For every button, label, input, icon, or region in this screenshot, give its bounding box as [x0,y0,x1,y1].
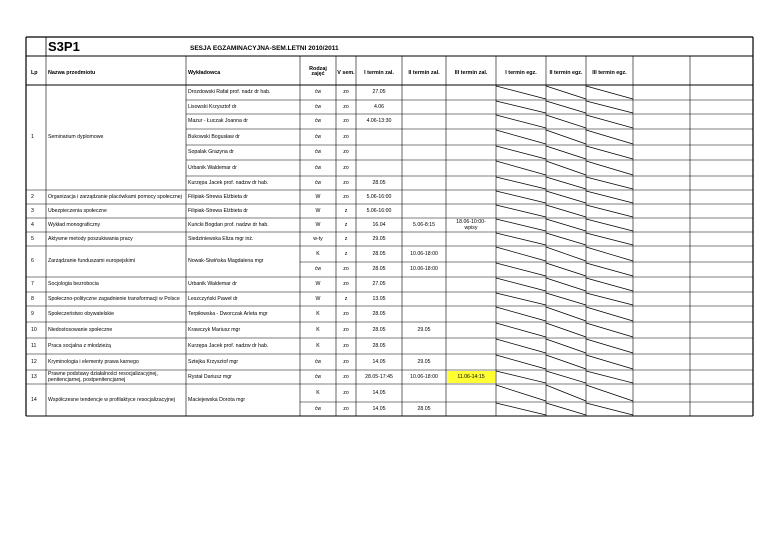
strike-line [496,146,546,159]
strike-line [586,101,633,113]
cell-sem: zo [343,326,349,333]
subject-lp: 7 [31,281,34,287]
subject-lp: 14 [31,396,37,403]
strike-line [496,263,546,276]
strike-line [496,130,546,144]
cell-type: ćw [314,89,322,95]
lecturer-name: Filipiak-Strewa Elżbieta dr [188,193,248,200]
strike-line [546,323,586,337]
strike-line [496,355,546,369]
cell-zal1: 4.06-13:30 [366,118,392,124]
strike-line [546,146,586,159]
cell-zal1: 13.05 [372,295,386,302]
subject-name: Aktywne metody poszukiwania pracy [48,235,133,242]
strike-line [586,146,633,159]
cell-zal1: 28.05 [372,326,386,333]
cell-sem: z [344,250,348,257]
header-egz3: III termin egz. [592,70,627,76]
strike-line [546,355,586,369]
cell-zal1: 5.06-16:00 [366,193,392,200]
subject-lp: 2 [31,193,34,200]
cell-type: ćw [314,266,322,272]
cell-type: ćw [314,149,322,155]
cell-type: W [315,207,321,214]
lecturer-name: Siedziniewska Eliza mgr inż. [188,235,254,242]
subject-name: Praca socjalna z młodzieżą [48,342,111,349]
cell-sem: zo [343,281,349,287]
cell-sem: zo [343,164,349,171]
header-egz1: I termin egz. [505,70,537,76]
cell-zal2: 29.05 [417,358,431,365]
strike-line [586,130,633,144]
cell-sem: zo [343,103,349,110]
lecturer-name: Sopalak Grazyna dr [188,149,234,155]
subject-lp: 3 [31,207,34,214]
cell-zal1: 27.05 [372,281,386,287]
strike-line [496,86,546,99]
cell-sem: z [344,221,348,228]
strike-line [546,247,586,261]
strike-line [586,205,633,217]
strike-line [586,86,633,99]
cell-sem: zo [343,373,349,380]
header-sem: V sem. [337,70,355,76]
cell-zal2: 28.05 [417,405,431,412]
lecturer-name: Terpiłowska - Dworczak Arleta mgr [188,310,268,317]
strike-line [546,339,586,353]
strike-line [586,278,633,291]
header-zal2: II termin zal. [408,70,440,76]
strike-line [546,403,586,415]
strike-line [586,385,633,401]
strike-line [496,177,546,189]
cell-type: ćw [314,179,322,186]
lecturer-name: Urbanik Waldemar dr [188,164,237,171]
subject-name: Seminarium dyplomowe [48,134,104,140]
subject-lp: 4 [31,221,34,228]
subject-lp: 8 [31,295,34,302]
cell-type: K [316,250,320,257]
lecturer-name: Drozdowski Rafał prof. nadz dr hab. [188,89,271,95]
subject-lp: 6 [31,258,34,264]
cell-sem: zo [343,193,349,200]
subject-name: Zarządzanie funduszami europejskimi [48,258,136,264]
cell-sem: zo [343,149,349,155]
strike-line [546,307,586,321]
subject-name: Kryminologia i elementy prawa karnego [48,358,139,365]
strike-line [546,86,586,99]
strike-line [586,219,633,231]
cell-sem: zo [343,118,349,124]
lecturer-name: Nowak-Siwińska Magdalena mgr [188,258,264,264]
strike-line [546,161,586,175]
cell-type: K [316,342,320,349]
strike-line [586,247,633,261]
cell-zal1: 27.05 [372,89,386,95]
strike-line [586,307,633,321]
header-subject: Nazwa przedmiotu [48,70,96,76]
cell-sem: zo [343,89,349,95]
cell-zal1: 14.05 [372,358,386,365]
cell-zal1: 5.06-16:00 [366,207,392,214]
cell-type: ćw [314,405,322,412]
subject-lp: 12 [31,358,37,365]
subject-name: Wykład monograficzny [48,221,101,228]
cell-zal1: 28.05 [372,310,386,317]
cell-type: K [316,310,320,317]
cell-type: W [315,221,321,228]
strike-line [546,101,586,113]
strike-line [496,161,546,175]
cell-zal1: 28.05 [372,342,386,349]
subject-name: Społeczno-polityczne zagadnienie transformacji w Polsce [48,295,180,302]
strike-line [586,233,633,245]
lecturer-name: Krawczyk Mariusz mgr [188,326,241,333]
lecturer-name: Mazur - Łuczak Joanna dr [188,118,248,124]
sheet-code: S3P1 [48,39,80,54]
strike-line [586,115,633,128]
subject-name: Społeczeństwo obywatelskie [48,310,115,317]
strike-line [496,191,546,203]
subject-lp: 5 [31,235,34,242]
subject-name: Prawne podstawy działalności resocjalizacyjnej, penitencjarnej, postpenitencjarnej [48,371,158,383]
lecturer-name: Bukowski Bogusław dr [188,133,240,140]
cell-type: ćw [314,358,322,365]
cell-zal2: 10.06-18:00 [410,373,438,380]
subject-lp: 10 [31,326,37,333]
strike-line [496,205,546,217]
strike-line [496,293,546,305]
strike-line [496,339,546,353]
lecturer-name: Rystał Dariusz mgr [188,373,232,380]
cell-type: ćw [314,133,322,140]
cell-zal1: 16.04 [372,221,386,228]
strike-line [586,323,633,337]
cell-zal2: 10.06-18:00 [410,266,438,272]
cell-zal1: 28.05 [372,250,386,257]
cell-type: W [315,193,321,200]
strike-line [546,205,586,217]
cell-zal3: 18.06-10:00- wpisy [456,219,486,232]
strike-line [546,219,586,231]
strike-line [496,115,546,128]
subject-lp: 13 [31,373,37,380]
cell-type: ćw [314,373,322,380]
cell-zal1: 29.05 [372,235,386,242]
strike-line [586,293,633,305]
header-zal1: I termin zal. [364,70,394,76]
cell-zal1: 14.05 [372,405,386,412]
strike-line [546,371,586,383]
strike-line [586,371,633,383]
cell-sem: zo [343,342,349,349]
cell-zal1: 14.05 [372,389,386,396]
strike-line [586,339,633,353]
cell-type: W [315,281,321,287]
strike-line [496,385,546,401]
strike-line [546,233,586,245]
cell-sem: z [344,235,348,242]
lecturer-name: Leszczyński Paweł dr [188,295,238,302]
lecturer-name: Maciejewska Dorota mgr [188,396,246,403]
strike-line [546,191,586,203]
cell-zal2: 10.06-18:00 [410,250,438,257]
lecturer-name: Kuricki Bogdan prof. nadzw dr hab. [188,221,269,228]
subject-lp: 9 [31,310,34,317]
lecturer-name: Filipiak-Strewa Elżbieta dr [188,207,248,214]
subject-lp: 11 [31,342,37,349]
strike-line [496,219,546,231]
lecturer-name: Kurzępa Jacek prof. nadzw dr hab. [188,342,269,349]
cell-sem: zo [343,266,349,272]
strike-line [586,191,633,203]
strike-line [496,278,546,291]
header-egz2: II termin egz. [549,70,583,76]
cell-sem: z [344,295,348,302]
strike-line [586,263,633,276]
cell-zal2: 29.05 [417,326,431,333]
cell-sem: zo [343,358,349,365]
strike-line [546,115,586,128]
strike-line [496,233,546,245]
strike-line [586,161,633,175]
strike-line [496,323,546,337]
cell-sem: zo [343,133,349,140]
strike-line [546,293,586,305]
cell-type: K [316,389,320,396]
cell-type: W [315,295,321,302]
cell-type: ćw [314,164,322,171]
strike-line [496,101,546,113]
subject-name: Ubezpieczenia społeczne [48,207,107,214]
cell-type: ćw [314,103,322,110]
subject-lp: 1 [31,134,34,140]
cell-type: K [316,326,320,333]
strike-line [546,385,586,401]
strike-line [586,177,633,189]
cell-sem: zo [343,405,349,412]
cell-type: ćw [314,118,322,124]
cell-zal2: 5.06-8:15 [413,221,435,228]
lecturer-name: Kurzępa Jacek prof. nadzw dr hab. [188,179,269,186]
lecturer-name: Sztejka Krzysztof mgr [188,358,239,365]
strike-line [546,263,586,276]
subject-name: Organizacja i zarządzanie placówkami pomocy społecznej [48,193,182,200]
lecturer-name: Urbanik Waldemar dr [188,281,237,287]
cell-type: w-ty [313,235,323,242]
cell-zal1: 28.05 [372,179,386,186]
strike-line [496,371,546,383]
strike-line [546,130,586,144]
strike-line [496,307,546,321]
header-zal3: III termin zal. [454,70,488,76]
strike-line [586,403,633,415]
header-lecturer: Wykładowca [188,70,221,76]
cell-zal1: 28.05-17:45 [365,373,393,380]
subject-name: Współczesne tendencje w profilaktyce resocjalizacyjnej [48,396,175,403]
subject-name: Niedostosowanie społeczne [48,326,113,333]
strike-line [546,278,586,291]
cell-sem: zo [343,389,349,396]
cell-zal3: 11.06-14:15 [457,373,485,380]
strike-line [586,355,633,369]
strike-line [546,177,586,189]
cell-sem: zo [343,179,349,186]
header-type: Rodzaj zajęć [309,66,327,78]
cell-sem: zo [343,310,349,317]
cell-zal1: 28.05 [372,266,386,272]
strike-line [496,403,546,415]
header-lp: Lp [31,70,38,76]
subject-name: Socjologia bezrobocia [48,281,99,287]
cell-sem: z [344,207,348,214]
strike-line [496,247,546,261]
lecturer-name: Lisowski Krzysztof dr [188,103,237,110]
sheet-title: SESJA EGZAMINACYJNA-SEM.LETNI 2010/2011 [190,45,339,52]
cell-zal1: 4.06 [373,103,385,110]
